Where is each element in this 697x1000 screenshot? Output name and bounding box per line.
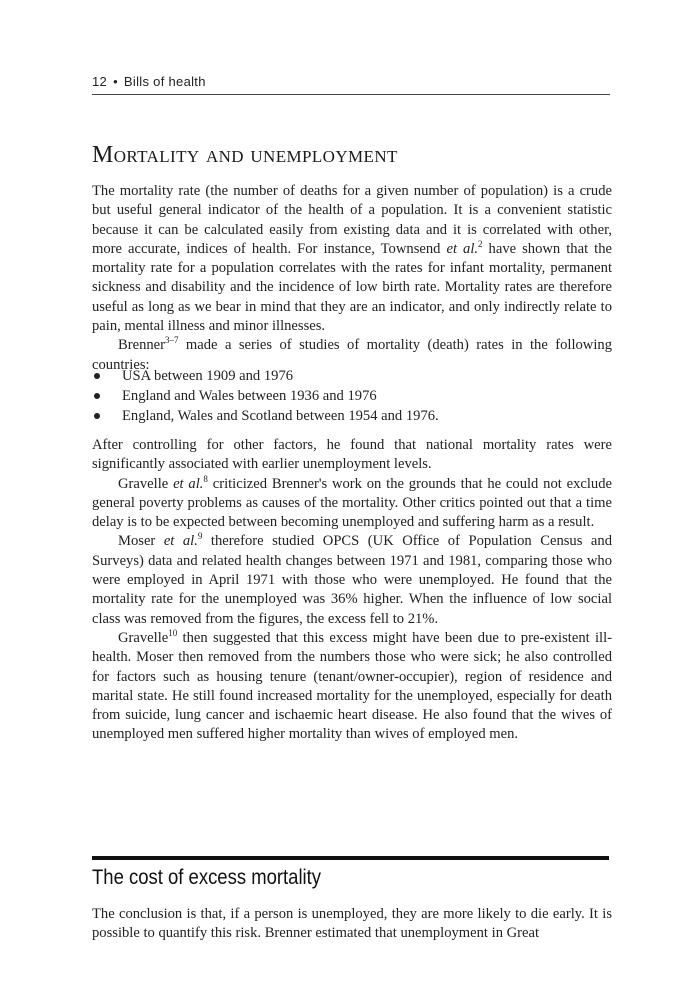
- subsection-rule: [92, 856, 609, 860]
- paragraph-moser: Moser et al.$^9$ therefore studied OPCS (UK Office of Population Census and Surveys) data and related health changes between 1971 and 1981, comparing those who were employed in April 1971 with those who were unemployed. He found that the mortality rate for the unemployed was 36% higher. When the influence of low social class was removed from the figures, the excess fell to 21%.: [92, 531, 612, 627]
- list-item: USA between 1909 and 1976: [92, 366, 612, 386]
- reference-number: 9: [197, 531, 203, 542]
- citation-etal: et al.: [446, 240, 479, 257]
- reference-number: 2: [478, 239, 483, 250]
- intro-paragraphs: [92, 182, 612, 375]
- citation-etal: et al.: [173, 475, 204, 492]
- page-number: 12: [92, 74, 108, 89]
- paragraph-brenner: Brenner$^{3-7}$ made a series of studies of mortality (death) rates in the following countries:: [92, 335, 612, 373]
- citation-etal: et al.: [163, 533, 198, 550]
- section-title: Mortality and unemployment: [92, 142, 398, 168]
- list-item: England, Wales and Scotland between 1954 and 1976.: [92, 406, 612, 426]
- reference-number: 10: [168, 628, 178, 639]
- list-item: England and Wales between 1936 and 1976: [92, 386, 612, 406]
- paragraph-gravelle: Gravelle et al.$^8$ criticized Brenner's work on the grounds that he could not exclude general poverty problems as causes of the mortality. Other critics pointed out that a time delay is to be expected between becoming unemployed and suffering harm as a result.: [92, 473, 613, 531]
- running-head-title: Bills of health: [123, 74, 206, 89]
- reference-number: 3–7: [165, 335, 179, 346]
- countries-list: [92, 366, 612, 426]
- closing-paragraph-block: [92, 905, 612, 944]
- paragraph-gravelle-excess: Gravelle$^{10}$ then suggested that this excess might have been due to pre-existent ill-health. Moser then removed from the numbers those who were sick; he also controlled for factors such as housing tenure (tenant/owner-occupier), region of residence and marital state. He still found increased mortality for the unemployed, especially for death from suicide, lung cancer and ischaemic heart disease. He also found that the wives of unemployed men suffered higher mortality than wives of employed men.: [92, 628, 612, 743]
- paragraph-controlling: After controlling for other factors, he found that national mortality rates were significantly associated with earlier unemployment levels.: [92, 437, 612, 473]
- running-head: [92, 74, 206, 89]
- reference-number: 8: [203, 473, 208, 484]
- header-rule: [92, 94, 610, 95]
- subsection-title: The cost of excess mortality: [92, 866, 322, 889]
- findings-paragraphs: [92, 436, 612, 745]
- running-head-separator: •: [113, 74, 118, 89]
- paragraph-conclusion: The conclusion is that, if a person is unemployed, they are more likely to die early. It is possible to quantify this risk. Brenner estimated that unemployment in Great: [92, 906, 612, 942]
- paragraph-townsend: The mortality rate (the number of deaths for a given number of population) is a crude but useful general indicator of the health of a population. It is a convenient statistic because it can be calculated easily from existing data and it is correlated with other, more accurate, indices of health. For instance, Townsend et al.$^2$ have shown that the mortality rate for a population correlates with the rates for infant mortality, permanent sickness and disability and the incidence of low birth rate. Mortality rates are therefore useful as long as we bear in mind that they are an indicator, and only indirectly relate to pain, mental illness and minor illnesses.: [92, 183, 612, 335]
